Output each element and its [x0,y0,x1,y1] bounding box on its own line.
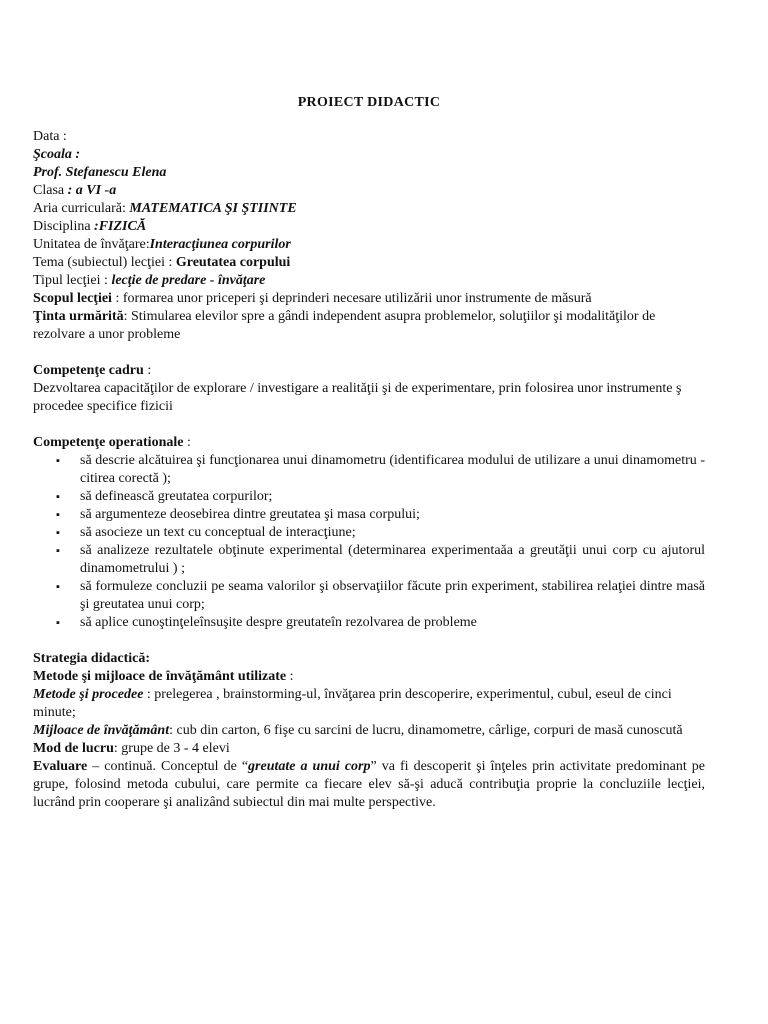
school-field: Şcoala : [33,147,81,162]
spacer [33,344,705,362]
class-label: Clasa [33,183,65,198]
discipline-label: Disciplina [33,219,95,234]
evaluation-text-start: – continuă. Conceptul de “ [87,759,249,774]
operational-competences-suffix: : [183,435,191,450]
methods-label: Metode şi procedee [33,687,144,702]
methods-means-title: Metode şi mijloace de învăţământ utilizate [33,669,287,684]
work-mode-label: Mod de lucru [33,741,114,756]
curricular-area-label: Aria curriculară: [33,201,130,216]
evaluation-label: Evaluare [33,759,88,774]
lesson-purpose-field [33,290,705,308]
evaluation-text-end: ” va fi descoperit şi înţeles prin activitate predominant pe grupe, folosind metoda cubului, care permite ca fiecare elev să-şi aducă contribuţia proprie la concluziile lecţiei, lucrând prin cooperare şi analizând subiectul din mai multe perspective. [33,759,705,810]
evaluation-emphasis: greutate a unui corp [248,759,371,774]
discipline-value: :FIZICĂ [94,219,147,234]
list-item: ▪ să aplice cunoştinţeleînsuşite despre greutateîn rezolvarea de probleme [33,614,705,632]
means-field [33,722,705,740]
lesson-purpose-label: Scopul lecţiei [33,291,112,306]
evaluation-field [33,758,705,812]
strategy-heading: Strategia didactică: [33,651,151,666]
target-field [33,308,705,344]
lesson-type-value: lecţie de predare - învăţare [111,273,266,288]
list-item: ▪ să asocieze un text cu conceptual de interacţiune; [33,524,705,542]
class-value: : a VI -a [64,183,117,198]
target-text: : Stimularea elevilor spre a gândi independent asupra problemelor, soluţiilor şi modalităţilor de rezolvare a unor probleme [33,309,656,342]
methods-text: : prelegerea , brainstorming-ul, învăţarea prin descoperire, experimentul, cubul, eseul de cinci minute; [33,687,672,720]
list-item: ▪ să descrie alcătuirea şi funcţionarea unui dinamometru (identificarea modului de utilizare a unui dinamometru - citirea corectă ); [33,452,705,488]
learning-unit-value: Interacţiunea corpurilor [149,237,291,252]
teacher-field: Prof. Stefanescu Elena [33,165,167,180]
class-field [33,182,705,200]
operational-competences-title: Competenţe operationale [33,435,184,450]
curricular-area-value: MATEMATICA ŞI ŞTIINTE [129,201,297,216]
data-field: Data : [33,129,67,144]
list-item: ▪ să definească greutatea corpurilor; [33,488,705,506]
work-mode-field [33,740,705,758]
spacer [33,416,705,434]
topic-label: Tema (subiectul) lecţiei : [33,255,176,270]
frame-competences-suffix: : [143,363,152,378]
operational-competences-list [33,452,705,632]
list-item: ▪ să formuleze concluzii pe seama valorilor şi observaţiilor făcute prin experiment, stabilirea relaţiei dintre masă şi greutatea unui corp; [33,578,705,614]
list-item: ▪ să argumenteze deosebirea dintre greutatea şi masa corpului; [33,506,705,524]
operational-competences-heading [33,434,705,452]
work-mode-text: : grupe de 3 - 4 elevi [113,741,230,756]
topic-value: Greutatea corpului [175,255,291,270]
frame-competences-heading [33,362,705,380]
document-content [33,94,705,812]
methods-means-heading [33,668,705,686]
list-item: ▪ să analizeze rezultatele obţinute experimental (determinarea experimentaăa a greutăţii unui corp cu ajutorul dinamometrului ) ; [33,542,705,578]
curricular-area-field [33,200,705,218]
methods-means-suffix: : [286,669,294,684]
lesson-type-field [33,272,705,290]
learning-unit-field [33,236,705,254]
lesson-purpose-text: : formarea unor priceperi şi deprinderi necesare utilizării unor instrumente de măsură [111,291,592,306]
means-text: : cub din carton, 6 fişe cu sarcini de lucru, dinamometre, cârlige, corpuri de masă cunoscută [169,723,683,738]
learning-unit-label: Unitatea de învăţare: [33,237,150,252]
topic-field [33,254,705,272]
methods-field [33,686,705,722]
frame-competences-text: Dezvoltarea capacităţilor de explorare / investigare a realităţii şi de experimentare, prin folosirea unor instrumente ş procedee specifice fizicii [33,381,682,414]
lesson-type-label: Tipul lecţiei : [33,273,112,288]
target-label: Ţinta urmărită [33,309,124,324]
spacer [33,632,705,650]
discipline-field [33,218,705,236]
frame-competences-title: Competenţe cadru [33,363,144,378]
means-label: Mijloace de învăţământ [33,723,170,738]
document-title: PROIECT DIDACTIC [297,95,441,110]
